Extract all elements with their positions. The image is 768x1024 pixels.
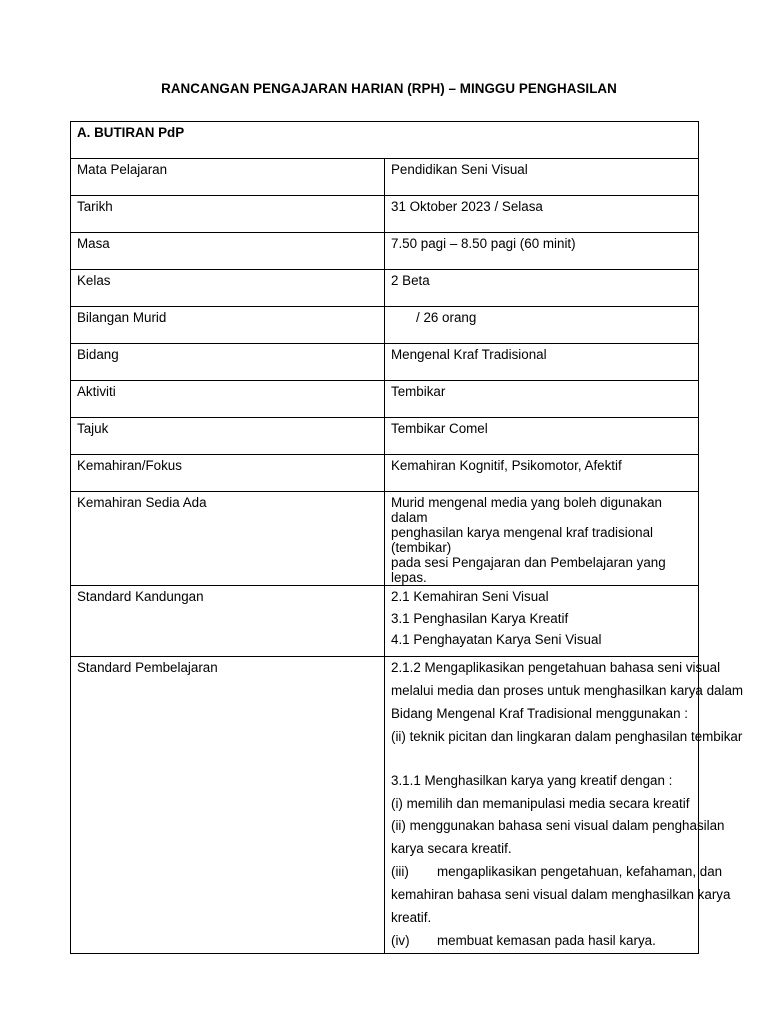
row-value: 7.50 pagi – 8.50 pagi (60 minit) — [385, 233, 699, 270]
row-value — [385, 492, 699, 586]
pembelajaran-line: 2.1.2 Mengaplikasikan pengetahuan bahasa seni visual — [391, 660, 721, 675]
pembelajaran-line: Bidang Mengenal Kraf Tradisional menggunakan : — [391, 705, 689, 721]
row-label: Masa — [71, 233, 385, 270]
table-row-kelas — [71, 270, 699, 307]
pembelajaran-line: melalui media dan proses untuk menghasilkan karya dalam — [391, 682, 744, 698]
row-label: Tarikh — [71, 196, 385, 233]
item-text: membuat kemasan pada hasil karya. — [437, 932, 656, 948]
table-row-bidang — [71, 344, 699, 381]
row-value: Tembikar Comel — [385, 418, 699, 455]
row-label: Bidang — [71, 344, 385, 381]
table-row-standard-pembelajaran — [71, 657, 699, 954]
murid-count: / 26 orang — [416, 310, 477, 325]
section-heading-row — [71, 122, 699, 159]
table-row-bilangan-murid — [71, 307, 699, 344]
pembelajaran-line: kreatif. — [391, 910, 432, 926]
pembelajaran-line: (ii) teknik picitan dan lingkaran dalam penghasilan tembikar — [391, 728, 743, 744]
row-label: Bilangan Murid — [71, 307, 385, 344]
row-value — [385, 307, 699, 344]
row-label: Aktiviti — [71, 381, 385, 418]
roman-marker: (iv) — [391, 932, 410, 948]
row-label: Kemahiran Sedia Ada — [71, 492, 385, 586]
row-value: 2 Beta — [385, 270, 699, 307]
pembelajaran-line — [391, 930, 692, 953]
spacer — [391, 749, 692, 770]
page-title: RANCANGAN PENGAJARAN HARIAN (RPH) – MINGGU PENGHASILAN — [161, 81, 617, 96]
pembelajaran-line — [391, 861, 723, 884]
table-row-standard-kandungan — [71, 586, 699, 657]
row-label: Kelas — [71, 270, 385, 307]
table-row-aktiviti — [71, 381, 699, 418]
text-line: Murid mengenal media yang boleh digunakan dalam — [391, 495, 662, 525]
pembelajaran-line: (ii) menggunakan bahasa seni visual dalam penghasilan — [391, 818, 725, 834]
row-label: Standard Pembelajaran — [71, 657, 385, 954]
table-row-kemahiran-fokus — [71, 455, 699, 492]
pembelajaran-line: 3.1.1 Menghasilkan karya yang kreatif dengan : — [391, 772, 673, 788]
section-heading: A. BUTIRAN PdP — [71, 122, 699, 159]
rph-details-table — [70, 121, 744, 954]
table-row-masa — [71, 233, 699, 270]
row-label: Standard Kandungan — [71, 586, 385, 657]
table-row-kemahiran-sedia-ada — [71, 492, 699, 586]
kandungan-item: 4.1 Penghayatan Karya Seni Visual — [391, 632, 602, 647]
pembelajaran-line: (i) memilih dan memanipulasi media secara kreatif — [391, 795, 690, 811]
pembelajaran-line: kemahiran bahasa seni visual dalam menghasilkan karya — [391, 887, 731, 903]
table-row-mata-pelajaran — [71, 159, 699, 196]
row-value: 31 Oktober 2023 / Selasa — [385, 196, 699, 233]
row-value — [385, 657, 744, 954]
text-line: pada sesi Pengajaran dan Pembelajaran yang lepas. — [391, 555, 666, 585]
row-label: Tajuk — [71, 418, 385, 455]
row-value — [385, 586, 699, 657]
table-row-tarikh — [71, 196, 699, 233]
text-line: penghasilan karya mengenal kraf tradisional (tembikar) — [391, 525, 654, 555]
row-value: Pendidikan Seni Visual — [385, 159, 699, 196]
item-text: mengaplikasikan pengetahuan, kefahaman, dan — [437, 864, 723, 880]
kandungan-item: 2.1 Kemahiran Seni Visual — [391, 589, 549, 604]
kandungan-item: 3.1 Penghasilan Karya Kreatif — [391, 610, 569, 626]
row-value: Tembikar — [385, 381, 699, 418]
row-value: Kemahiran Kognitif, Psikomotor, Afektif — [385, 455, 699, 492]
row-label: Mata Pelajaran — [71, 159, 385, 196]
row-value: Mengenal Kraf Tradisional — [385, 344, 699, 381]
pembelajaran-line: karya secara kreatif. — [391, 841, 512, 857]
roman-marker: (iii) — [391, 864, 409, 880]
row-label: Kemahiran/Fokus — [71, 455, 385, 492]
table-row-tajuk — [71, 418, 699, 455]
